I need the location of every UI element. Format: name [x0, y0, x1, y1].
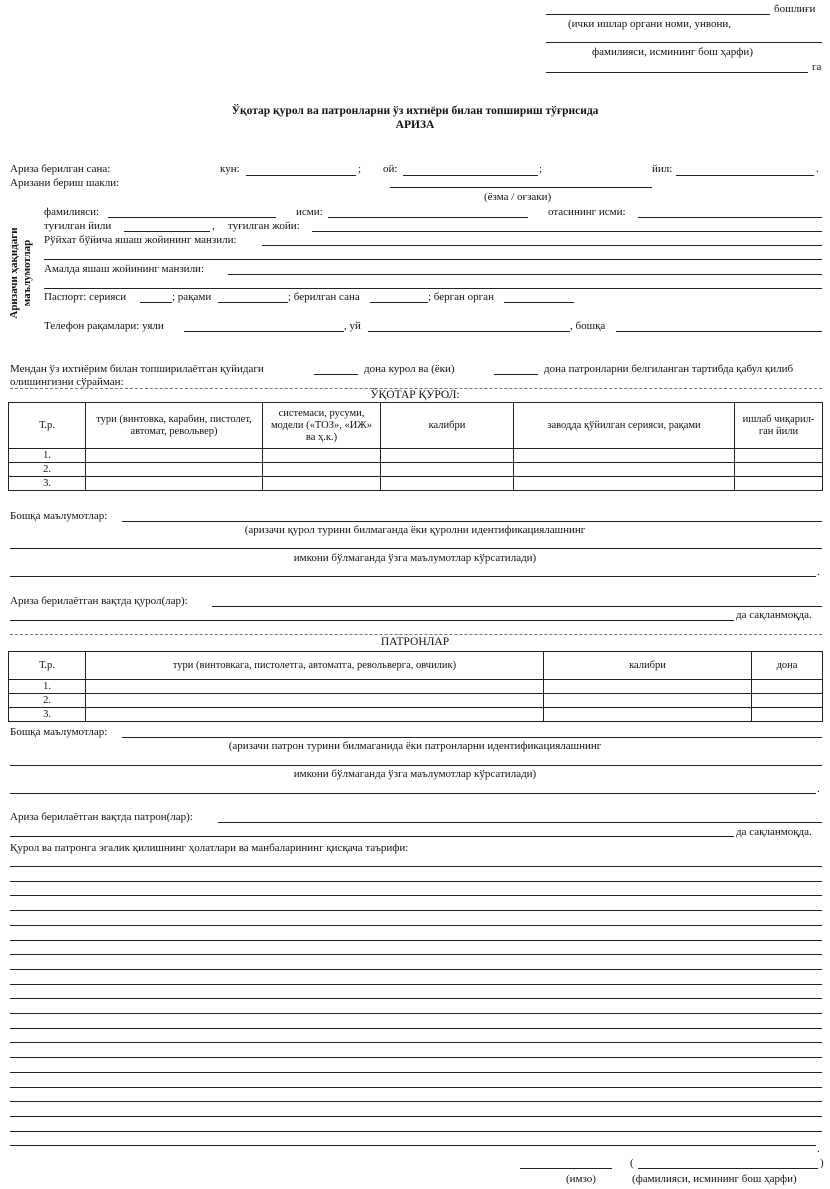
cartridges-header-type: тури (винтовкага, пистолетга, автоматга, револьверга, овчилик) [86, 652, 544, 680]
day-field[interactable] [246, 175, 356, 176]
name-close-paren: ) [820, 1157, 824, 1169]
table-row [9, 449, 823, 463]
circumstances-line[interactable] [10, 895, 822, 896]
circumstances-line[interactable] [10, 1013, 822, 1014]
table-cell[interactable] [735, 477, 823, 491]
phone-mobile-label: Телефон рақамлари: уяли [44, 320, 164, 332]
circumstances-line[interactable] [10, 1042, 822, 1043]
table-cell[interactable] [752, 680, 823, 694]
patronymic-field[interactable] [638, 217, 822, 218]
weapons-other-field[interactable] [122, 521, 822, 522]
row-number: 3. [9, 708, 86, 722]
table-cell[interactable] [263, 449, 381, 463]
name-field[interactable] [328, 217, 528, 218]
day-label: кун: [220, 163, 240, 175]
circumstances-line[interactable] [10, 910, 822, 911]
applicant-side-label [6, 214, 36, 332]
circumstances-line[interactable] [10, 1145, 816, 1146]
weapons-other-caption-1: (аризачи қурол турини билмаганда ёки қуролни идентификациялашнинг [244, 524, 586, 536]
weapons-header-num: Т.р. [9, 403, 86, 449]
recipient-line-2[interactable] [546, 42, 822, 43]
date-label: Ариза берилган сана: [10, 163, 111, 175]
table-cell[interactable] [752, 708, 823, 722]
table-cell[interactable] [86, 708, 544, 722]
registered-address-label: Рўйхат бўйича яшаш жойининг манзили: [44, 234, 237, 246]
weapons-header-model: системаси, русуми, модели («ТОЗ», «ИЖ» ва ҳ.к.) [263, 403, 381, 449]
table-cell[interactable] [381, 449, 514, 463]
circumstances-period: . [817, 1143, 820, 1155]
cartridge-count-field[interactable] [494, 374, 538, 375]
table-cell[interactable] [86, 680, 544, 694]
month-field[interactable] [403, 175, 538, 176]
cartridges-other-field-3[interactable] [10, 793, 816, 794]
weapons-header-caliber: калибри [381, 403, 514, 449]
circumstances-line[interactable] [10, 1087, 822, 1088]
section-divider-2 [10, 634, 822, 635]
recipient-line-3[interactable] [546, 72, 808, 73]
birth-year-label: туғилган йили [44, 220, 112, 232]
table-cell[interactable] [86, 449, 263, 463]
table-cell[interactable] [514, 463, 735, 477]
cartridges-other-caption-1: (аризачи патрон турини билмаганида ёки патронларни идентификациялашнинг [228, 740, 602, 752]
passport-authority-label: ; берган орган [428, 291, 494, 303]
patronymic-label: отасининг исми: [548, 206, 626, 218]
weapons-kept-field[interactable] [212, 606, 822, 607]
table-row [9, 680, 823, 694]
weapons-kept-suffix: да сақланмоқда. [736, 609, 812, 621]
weapons-table [8, 402, 823, 491]
table-cell[interactable] [544, 680, 752, 694]
side-label-line-1: Аризачи ҳақидаги [8, 227, 20, 319]
form-caption: (ёзма / оғзаки) [484, 191, 552, 203]
weapons-other-field-2[interactable] [10, 548, 822, 549]
passport-issued-label: ; берилган сана [288, 291, 360, 303]
year-period: . [816, 163, 819, 175]
surname-field[interactable] [108, 217, 276, 218]
circumstances-line[interactable] [10, 954, 822, 955]
cartridges-other-caption-2: имкони бўлмаганда ўзга маълумотлар кўрсатилади) [293, 768, 537, 780]
table-cell[interactable] [263, 477, 381, 491]
cartridges-kept-field-2[interactable] [10, 836, 734, 837]
circumstances-line[interactable] [10, 1057, 822, 1058]
document-title: Ўқотар қурол ва патронларни ўз ихтиёри билан топшириш тўғрисида [231, 105, 599, 117]
table-cell[interactable] [263, 463, 381, 477]
table-cell[interactable] [752, 694, 823, 708]
cartridges-header-num: Т.р. [9, 652, 86, 680]
weapons-header-type: тури (винтовка, карабин, пистолет, автомат, револьвер) [86, 403, 263, 449]
cartridges-header-caliber: калибри [544, 652, 752, 680]
table-cell[interactable] [544, 694, 752, 708]
phone-other-field[interactable] [616, 331, 822, 332]
month-label: ой: [383, 163, 398, 175]
birth-place-label: туғилган жойи: [228, 220, 300, 232]
recipient-line-1[interactable] [546, 14, 770, 15]
table-cell[interactable] [735, 463, 823, 477]
table-row [9, 477, 823, 491]
month-separator: ; [539, 163, 543, 175]
circumstances-line[interactable] [10, 1028, 822, 1029]
table-cell[interactable] [86, 463, 263, 477]
request-text-1: Мендан ўз ихтиёрим билан топширилаётган қуйидаги [10, 363, 264, 375]
registered-address-field[interactable] [262, 245, 822, 246]
day-separator: ; [358, 163, 362, 175]
passport-issued-field[interactable] [370, 302, 428, 303]
birth-year-comma: , [212, 220, 215, 232]
registered-address-field-2[interactable] [44, 259, 822, 260]
weapon-count-field[interactable] [314, 374, 358, 375]
cartridges-header-qty: дона [752, 652, 823, 680]
weapons-kept-field-2[interactable] [10, 620, 734, 621]
name-label: исми: [296, 206, 323, 218]
birth-year-field[interactable] [124, 231, 210, 232]
side-label-line-2: маълумотлар [21, 239, 33, 307]
circumstances-line[interactable] [10, 925, 822, 926]
row-number: 2. [9, 463, 86, 477]
table-cell[interactable] [544, 708, 752, 722]
circumstances-label: Қурол ва патронга эгалик қилишнинг ҳолатлари ва манбаларининг қисқача таърифи: [10, 842, 409, 854]
table-cell[interactable] [86, 477, 263, 491]
weapons-header-serial: заводда қўйилган серияси, рақами [514, 403, 735, 449]
table-cell[interactable] [735, 449, 823, 463]
request-text-3: дона патронларни белгиланган тартибда қабул қилиб [544, 363, 794, 375]
signature-caption: (имзо) [566, 1173, 596, 1185]
row-number: 3. [9, 477, 86, 491]
weapons-other-field-3[interactable] [10, 576, 816, 577]
cartridges-other-period: . [817, 783, 820, 795]
circumstances-line[interactable] [10, 969, 822, 970]
circumstances-line[interactable] [10, 998, 822, 999]
signer-name-caption: (фамилияси, исмининг бош ҳарфи) [632, 1173, 797, 1185]
request-text-2: дона курол ва (ёки) [364, 363, 455, 375]
passport-number-label: ; рақами [172, 291, 212, 303]
year-label: йил: [652, 163, 673, 175]
signer-name-field[interactable] [638, 1168, 818, 1169]
form-label: Аризани бериш шакли: [10, 177, 120, 189]
actual-address-field-2[interactable] [44, 288, 822, 289]
row-number: 1. [9, 680, 86, 694]
row-number: 1. [9, 449, 86, 463]
cartridges-other-label: Бошқа маълумотлар: [10, 726, 108, 738]
circumstances-line[interactable] [10, 1101, 822, 1102]
request-text-4: олишингизни сўрайман: [10, 376, 124, 388]
recipient-suffix-1: бошлиғи [774, 3, 816, 15]
actual-address-label: Амалда яшаш жойининг манзили: [44, 263, 204, 275]
phone-mobile-field[interactable] [184, 331, 344, 332]
table-cell[interactable] [514, 449, 735, 463]
table-row [9, 463, 823, 477]
table-cell[interactable] [86, 694, 544, 708]
table-cell[interactable] [381, 463, 514, 477]
cartridges-kept-suffix: да сақланмоқда. [736, 826, 812, 838]
weapons-section-title: ЎҚОТАР ҚУРОЛ: [370, 389, 460, 401]
recipient-caption-2: фамилияси, исмининг бош ҳарфи) [592, 46, 753, 58]
circumstances-line[interactable] [10, 984, 822, 985]
document-subtitle: АРИЗА [395, 119, 435, 131]
cartridges-table [8, 651, 823, 722]
table-row [9, 694, 823, 708]
weapons-other-label: Бошқа маълумотлар: [10, 510, 108, 522]
phone-other-label: , бошқа [570, 320, 606, 332]
table-cell[interactable] [381, 477, 514, 491]
cartridges-kept-field[interactable] [218, 822, 822, 823]
signature-field[interactable] [520, 1168, 612, 1169]
passport-series-field[interactable] [140, 302, 172, 303]
phone-home-field[interactable] [368, 331, 570, 332]
name-open-paren: ( [630, 1157, 634, 1169]
phone-home-label: , уй [344, 320, 361, 332]
weapons-kept-label: Ариза берилаётган вақтда қурол(лар): [10, 595, 188, 607]
surname-label: фамилияси: [44, 206, 100, 218]
cartridges-section-title: ПАТРОНЛАР [380, 636, 450, 648]
passport-series-label: Паспорт: серияси [44, 291, 127, 303]
circumstances-line[interactable] [10, 1072, 822, 1073]
recipient-caption-1: (ички ишлар органи номи, унвони, [568, 18, 732, 30]
birth-place-field[interactable] [312, 231, 822, 232]
row-number: 2. [9, 694, 86, 708]
passport-authority-field[interactable] [504, 302, 574, 303]
cartridges-other-field[interactable] [122, 737, 822, 738]
recipient-suffix-3: га [812, 61, 822, 73]
circumstances-line[interactable] [10, 1116, 822, 1117]
weapons-header-year: ишлаб чиқарил-ган йили [735, 403, 823, 449]
table-cell[interactable] [514, 477, 735, 491]
year-field[interactable] [676, 175, 814, 176]
cartridges-kept-label: Ариза берилаётган вақтда патрон(лар): [10, 811, 193, 823]
actual-address-field[interactable] [228, 274, 822, 275]
table-row [9, 708, 823, 722]
circumstances-line[interactable] [10, 881, 822, 882]
circumstances-line[interactable] [10, 866, 822, 867]
circumstances-line[interactable] [10, 940, 822, 941]
cartridges-other-field-2[interactable] [10, 765, 822, 766]
form-field[interactable] [390, 187, 652, 188]
passport-number-field[interactable] [218, 302, 288, 303]
weapons-other-caption-2: имкони бўлмаганда ўзга маълумотлар кўрсатилади) [293, 552, 537, 564]
circumstances-line[interactable] [10, 1131, 822, 1132]
weapons-other-period: . [817, 566, 820, 578]
